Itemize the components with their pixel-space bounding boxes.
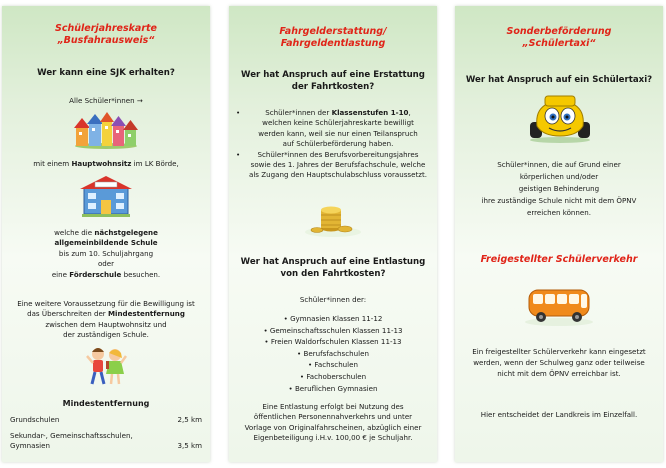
distance-row-secondary: Sekundar-, Gemeinschaftsschulen, Gymnasien 3,5 km [10,431,202,450]
relief-conditions-text: Eine Entlastung erfolgt bei Nutzung des öffentlichen Personennahverkehrs und unter Vorlage von Originalfahrscheinen, abzüglich einer Eigenbeteiligung i.H.v. 100,00 € je Schuljahr. [244,402,422,443]
distance-row-primary: Grundschulen 2,5 km [10,415,202,424]
list-item: • Schüler*innen des Berufsvorbereitungsjahres sowie des 1. Jahres der Berufsfachschule, welche als Zugang den Hauptschulabschluss voraussetzt. [235,150,431,181]
panel-school-year-ticket [2,6,210,462]
free-transport-text: Ein freigestellter Schülerverkehr kann eingesetzt werden, wenn der Schulweg ganz oder teilweise nicht mit dem ÖPNV erreichbar ist. [472,347,646,378]
bus-icon [523,284,595,326]
question-refund: Wer hat Anspruch auf eine Erstattung der Fahrtkosten? [241,70,425,92]
list-item: • Fachoberschulen [235,371,431,383]
list-item: • Berufsfachschulen [235,348,431,360]
all-students-text: Alle Schüler*innen → [69,96,143,105]
houses-icon [74,110,138,150]
question-heading: Wer kann eine SJK erhalten? [37,68,175,78]
taxi-car-icon [527,92,593,144]
list-item: • Schüler*innen der Klassenstufen 1-10, welchen keine Schülerjahreskarte bewilligt werden kann, weil sie nur einen Teilanspruch auf Schülerbeförderung haben. [235,108,431,150]
students-of-label: Schüler*innen der: [299,295,367,304]
list-item: • Freien Waldorfschulen Klassen 11-13 [235,336,431,348]
list-item: • Gemeinschaftsschulen Klassen 11-13 [235,325,431,337]
decision-note: Hier entscheidet der Landkreis im Einzelfall. [480,410,638,419]
panel-title: Fahrgelderstattung/ Fahrgeldentlastung [279,26,387,49]
question-relief: Wer hat Anspruch auf eine Entlastung von den Fahrtkosten? [240,257,426,279]
free-transport-title: Freigestellter Schülerverkehr [480,254,638,265]
panel-title: Schülerjahreskarte „Busfahrausweis“ [55,23,157,46]
panel-title: Sonderbeförderung „Schülertaxi“ [506,26,612,49]
question-taxi: Wer hat Anspruch auf ein Schülertaxi? [465,75,653,85]
school-building-icon [80,174,132,218]
refund-eligibility-list [235,108,431,181]
distance-heading: Mindestentfernung [62,399,150,408]
list-item: • Beruflichen Gymnasien [235,383,431,395]
list-item: • Fachschulen [235,359,431,371]
school-type-text: welche die nächstgelegene allgemeinbildende Schule bis zum 10. Schuljahrgang oder eine Förderschule besuchen. [51,228,161,279]
taxi-eligibility-text: Schüler*innen, die auf Grund einer körperlichen und/oder geistigen Behinderung ihre zuständige Schule nicht mit dem ÖPNV erreichen können. [481,160,637,217]
panel-fare-refund [229,6,437,462]
coins-icon [301,198,365,238]
residence-text: mit einem Hauptwohnsitz im LK Börde, [33,159,179,168]
relief-school-list [235,313,431,394]
panel-school-taxi [455,6,663,462]
requirement-text: Eine weitere Voraussetzung für die Bewilligung ist das Überschreiten der Mindestentfernung zwischen dem Hauptwohnsitz und der zuständigen Schule. [17,299,195,340]
children-icon [84,346,128,386]
list-item: • Gymnasien Klassen 11-12 [235,313,431,325]
